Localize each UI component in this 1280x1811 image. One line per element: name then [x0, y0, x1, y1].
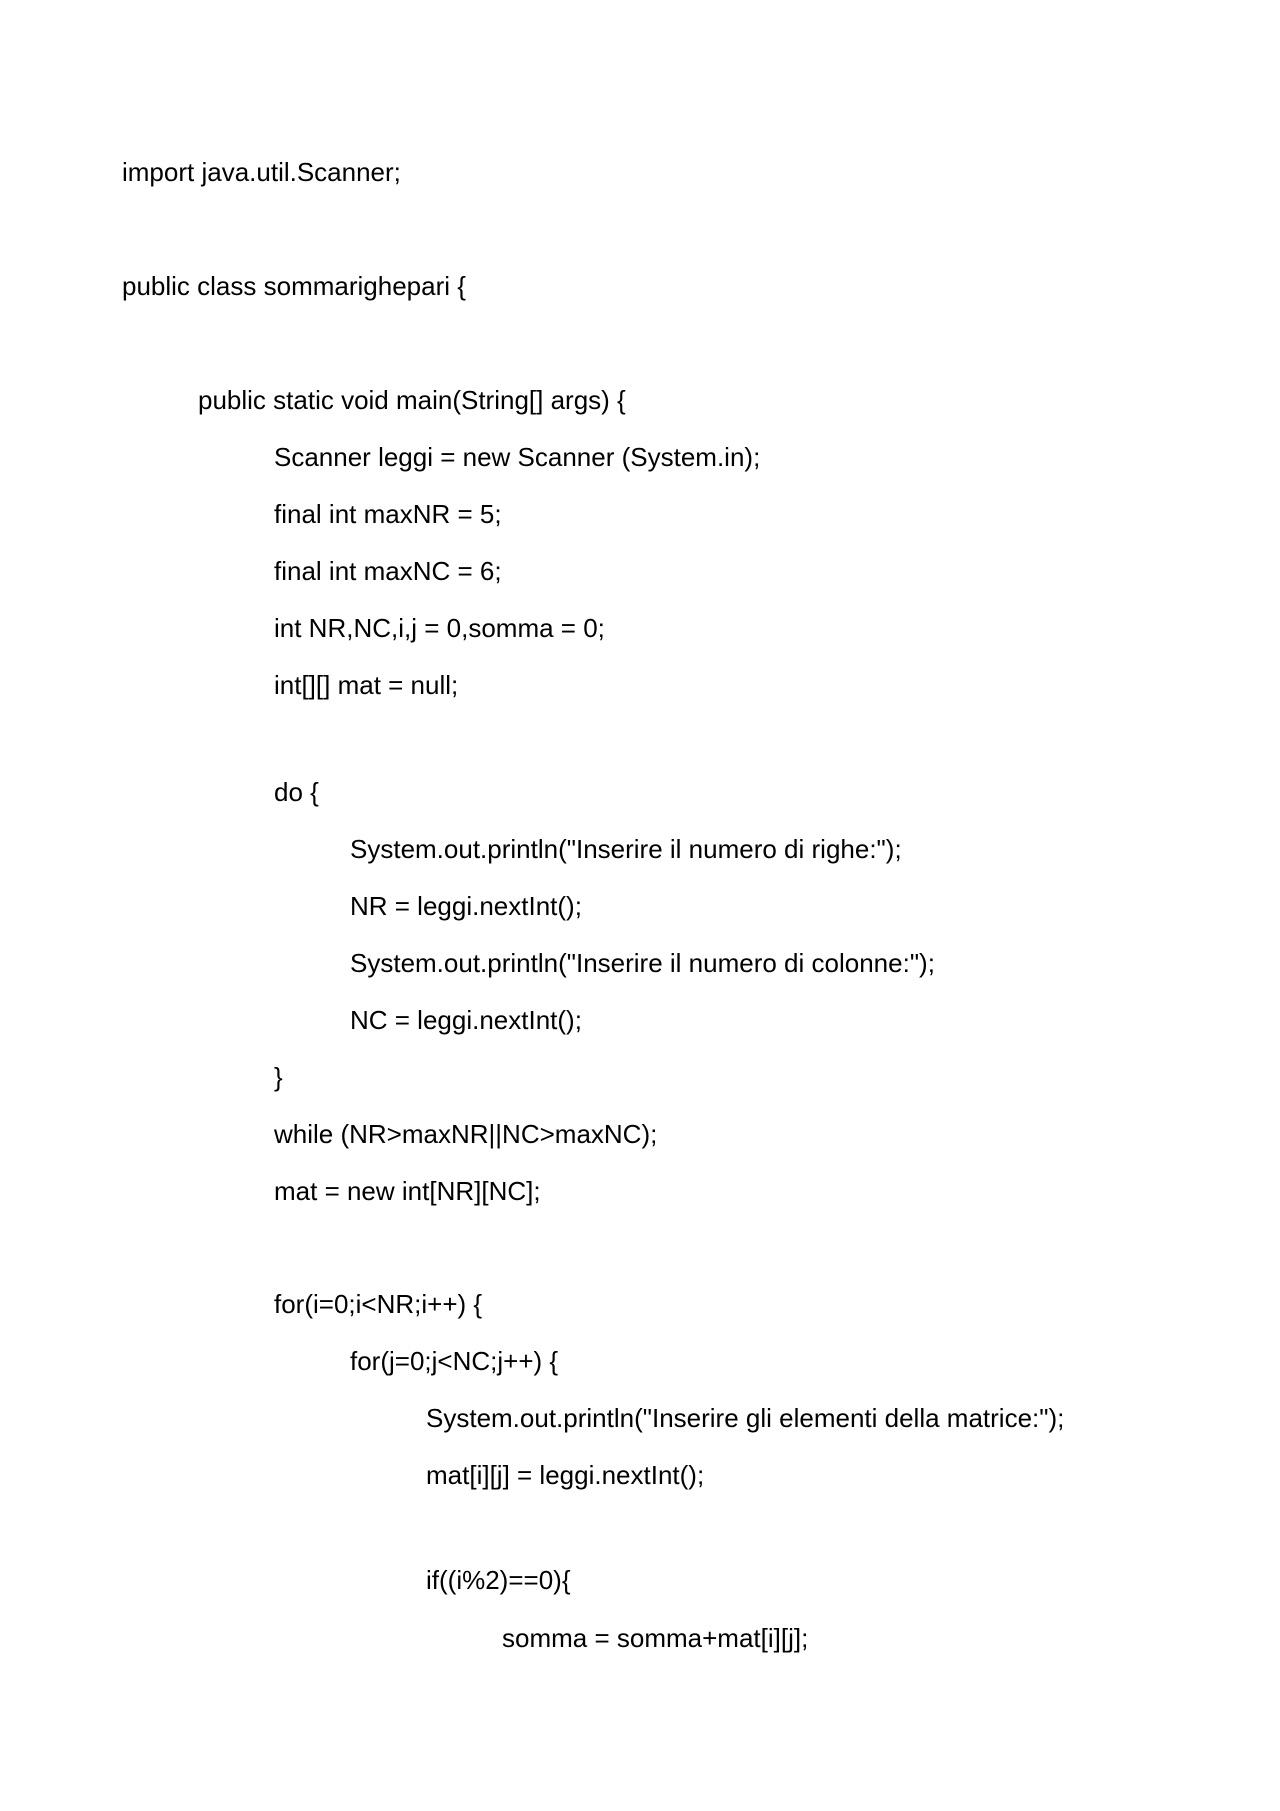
code-line: final int maxNR = 5;: [274, 499, 502, 529]
code-line: int NR,NC,i,j = 0,somma = 0;: [274, 613, 605, 643]
code-line: System.out.println("Inserire il numero di righe:");: [350, 834, 902, 864]
code-line: somma = somma+mat[i][j];: [502, 1623, 809, 1653]
code-line: }: [274, 1062, 283, 1092]
code-line: mat[i][j] = leggi.nextInt();: [426, 1460, 705, 1490]
code-line: if((i%2)==0){: [426, 1565, 571, 1595]
code-line: do {: [274, 777, 319, 807]
code-line: System.out.println("Inserire il numero di colonne:");: [350, 948, 935, 978]
code-line: import java.util.Scanner;: [122, 157, 401, 187]
code-line: final int maxNC = 6;: [274, 556, 502, 586]
code-line: NR = leggi.nextInt();: [350, 891, 582, 921]
code-line: System.out.println("Inserire gli elementi della matrice:");: [426, 1403, 1065, 1433]
code-line: Scanner leggi = new Scanner (System.in);: [274, 442, 761, 472]
code-line: for(i=0;i<NR;i++) {: [274, 1289, 483, 1319]
code-line: public static void main(String[] args) {: [198, 385, 626, 415]
code-line: mat = new int[NR][NC];: [274, 1176, 541, 1206]
code-line: NC = leggi.nextInt();: [350, 1005, 582, 1035]
code-line: while (NR>maxNR||NC>maxNC);: [274, 1119, 658, 1149]
code-line: int[][] mat = null;: [274, 670, 459, 700]
code-line: public class sommarighepari {: [122, 271, 466, 301]
code-line: for(j=0;j<NC;j++) {: [350, 1346, 559, 1376]
